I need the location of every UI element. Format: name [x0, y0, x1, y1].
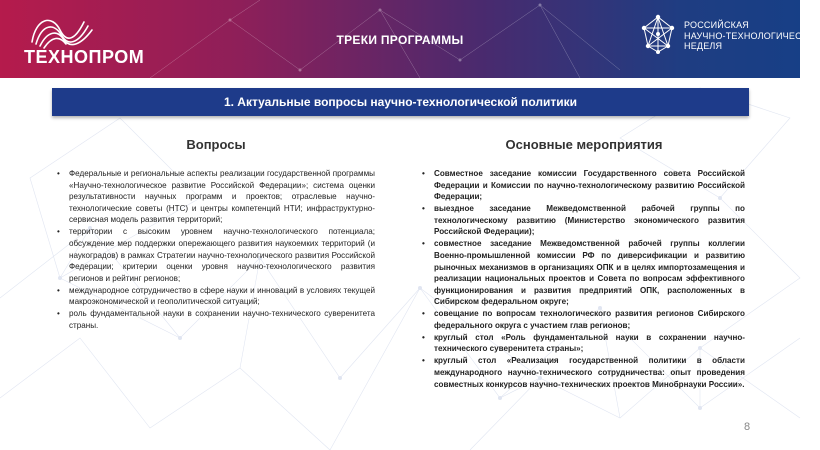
- network-sphere-logo-icon: [638, 14, 678, 56]
- page-number: 8: [744, 421, 751, 433]
- section-title-bar: 1. Актуальные вопросы научно-технологической политики: [52, 88, 749, 116]
- questions-heading: Вопросы: [186, 137, 246, 152]
- questions-list: [57, 168, 375, 332]
- list-item: • круглый стол «Реализация государственной политики в области международного научно-технического сотрудничества: опыт проведения совместных конкурсов научно-технических проектов Минобрнауки России».: [422, 355, 745, 390]
- events-list: [422, 168, 745, 391]
- science-week-logo-text: [684, 20, 820, 52]
- main-events-heading: Основные мероприятия: [505, 137, 663, 152]
- list-item: • совещание по вопросам технологического развития регионов Сибирского федерального округа с участием глав регионов;: [422, 308, 745, 331]
- list-item: • Совместное заседание комиссии Государственного совета Российской Федерации и Комиссии по научно-технологическому развитию Российской Федерации;: [422, 168, 745, 203]
- list-item: • выездное заседание Межведомственной рабочей группы по технологическому развитию (Министерство экономического развития Российской Федерации);: [422, 203, 745, 238]
- logo-text-line: РОССИЙСКАЯ: [684, 20, 749, 30]
- technoprom-logo-text: ТЕХНОПРОМ: [24, 47, 145, 67]
- header-banner: [0, 0, 820, 78]
- list-item: • роль фундаментальной науки в сохранении научно-технического суверенитета страны.: [57, 308, 375, 331]
- list-item: • совместное заседание Межведомственной рабочей группы коллегии Военно-промышленной комиссии РФ по диверсификации и развитию рыночных механизмов в организациях ОПК и в целях импортозамещения и реализации национальных проектов и Совета по вопросам эффективного функционирования и развития предприятий ОПК, расположенных в Сибирском федеральном округе;: [422, 238, 745, 308]
- list-item: • круглый стол «Роль фундаментальной науки в сохранении научно-технического суверенитета страны»;: [422, 332, 745, 355]
- list-item: • Федеральные и региональные аспекты реализации государственной программы «Научно-технологическое развитие Российской Федерации»; система оценки результативности научных программ и проектов; отраслевые научно-технологические советы (НТС) и центры компетенций НТИ; инфраструктурно-сервисная модель развития территорий;: [57, 168, 375, 226]
- list-item: • территории с высоким уровнем научно-технологического потенциала; обсуждение мер поддержки опережающего развития наукоемких территорий (и наукоградов) в рамках Стратегии научно-технологического развития Российской Федерации; критерии оценки уровня научно-технологического развития регионов и рейтинг регионов;: [57, 226, 375, 284]
- page-title: ТРЕКИ ПРОГРАММЫ: [336, 33, 464, 47]
- logo-text-line: НЕДЕЛЯ: [684, 41, 723, 51]
- list-item: • международное сотрудничество в сфере науки и инноваций в условиях текущей макроэкономической и геополитической ситуаций;: [57, 285, 375, 308]
- logo-text-line: НАУЧНО-ТЕХНОЛОГИЧЕСКАЯ: [684, 30, 820, 41]
